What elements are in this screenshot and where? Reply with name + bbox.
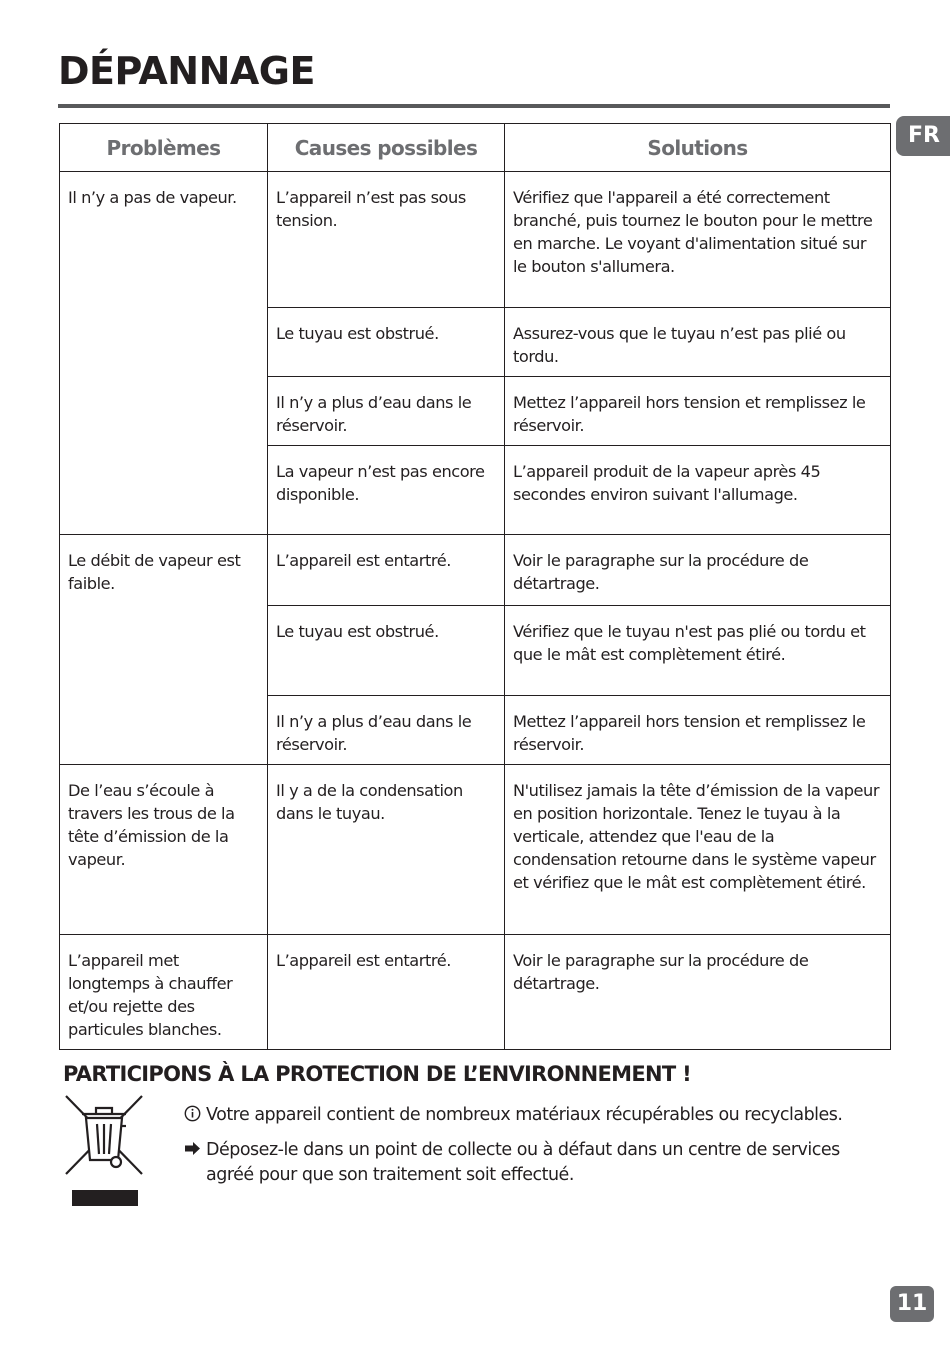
info-circle-icon — [184, 1103, 206, 1128]
problem-cell: Il n’y a pas de vapeur. — [60, 172, 268, 535]
disposal-text-line2: agréé pour que son traitement soit effectué. — [206, 1165, 574, 1185]
cause-cell: La vapeur n’est pas encore disponible. — [268, 446, 505, 535]
table-row — [60, 765, 891, 935]
cause-cell: Il y a de la condensation dans le tuyau. — [268, 765, 505, 935]
solution-cell: Mettez l’appareil hors tension et remplissez le réservoir. — [505, 377, 891, 446]
cause-cell: L’appareil n’est pas sous tension. — [268, 172, 505, 308]
cause-cell: Il n’y a plus d’eau dans le réservoir. — [268, 696, 505, 765]
problem-cell: L’appareil met longtemps à chauffer et/ou rejette des particules blanches. — [60, 935, 268, 1050]
language-tab: FR — [896, 116, 950, 156]
arrow-right-icon — [184, 1138, 206, 1163]
cause-cell: Il n’y a plus d’eau dans le réservoir. — [268, 377, 505, 446]
table-row — [60, 935, 891, 1050]
page-number: 11 — [890, 1286, 934, 1322]
solution-cell: Assurez-vous que le tuyau n’est pas plié ou tordu. — [505, 308, 891, 377]
problem-cell: De l’eau s’écoule à travers les trous de la tête d’émission de la vapeur. — [60, 765, 268, 935]
header-problems: Problèmes — [60, 124, 268, 172]
cause-cell: Le tuyau est obstrué. — [268, 606, 505, 696]
cause-cell: Le tuyau est obstrué. — [268, 308, 505, 377]
header-solutions: Solutions — [505, 124, 891, 172]
page-title: DÉPANNAGE — [58, 49, 315, 93]
title-divider — [58, 104, 890, 108]
header-causes: Causes possibles — [268, 124, 505, 172]
problem-cell: Le débit de vapeur est faible. — [60, 535, 268, 765]
cause-cell: L’appareil est entartré. — [268, 535, 505, 606]
table-header-row — [60, 124, 891, 172]
disposal-text-line1: Déposez-le dans un point de collecte ou à défaut dans un centre de services — [206, 1140, 840, 1160]
environment-heading: PARTICIPONS À LA PROTECTION DE L’ENVIRONNEMENT ! — [63, 1062, 691, 1086]
solution-cell: Voir le paragraphe sur la procédure de détartrage. — [505, 535, 891, 606]
solution-cell: Vérifiez que le tuyau n'est pas plié ou tordu et que le mât est complètement étiré. — [505, 606, 891, 696]
crossed-out-wheelie-bin-icon — [64, 1094, 144, 1208]
solution-cell: N'utilisez jamais la tête d’émission de la vapeur en position horizontale. Tenez le tuyau à la verticale, attendez que l'eau de la condensation retourne dans le système vapeur et vérifiez que le mât est complètement étiré. — [505, 765, 891, 935]
solution-cell: L’appareil produit de la vapeur après 45 secondes environ suivant l'allumage. — [505, 446, 891, 535]
table-row — [60, 172, 891, 308]
info-text: Votre appareil contient de nombreux matériaux récupérables ou recyclables. — [206, 1105, 843, 1125]
table-row — [60, 535, 891, 606]
troubleshooting-table — [59, 123, 891, 1050]
cause-cell: L’appareil est entartré. — [268, 935, 505, 1050]
solution-cell: Mettez l’appareil hors tension et remplissez le réservoir. — [505, 696, 891, 765]
solution-cell: Vérifiez que l'appareil a été correctement branché, puis tournez le bouton pour le mettre en marche. Le voyant d'alimentation situé sur le bouton s'allumera. — [505, 172, 891, 308]
solution-cell: Voir le paragraphe sur la procédure de détartrage. — [505, 935, 891, 1050]
info-line — [184, 1103, 890, 1128]
disposal-line — [184, 1138, 890, 1188]
